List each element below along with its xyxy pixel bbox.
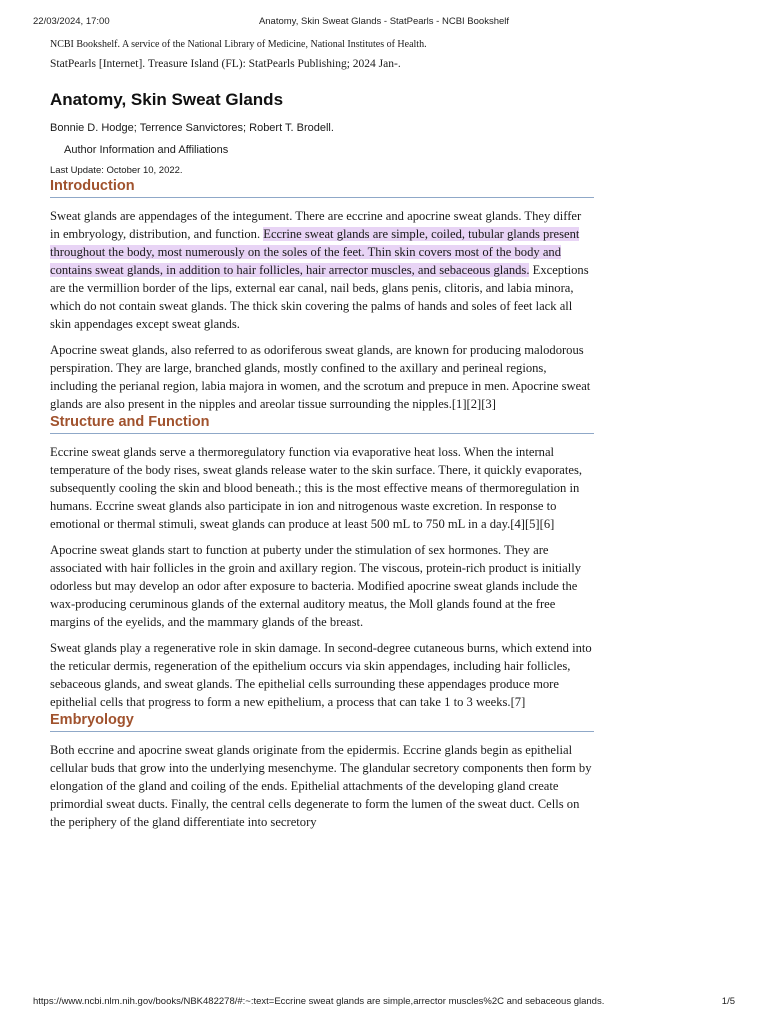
author-affiliations-link[interactable]: Author Information and Affiliations (64, 144, 229, 156)
section-structure-and-function (50, 413, 594, 711)
authors: Bonnie D. Hodge; Terrence Sanvictores; Robert T. Brodell. (50, 122, 334, 134)
bookshelf-note: NCBI Bookshelf. A service of the National Library of Medicine, National Institutes of Health. (50, 39, 427, 50)
print-datetime: 22/03/2024, 17:00 (33, 16, 110, 27)
page-title: Anatomy, Skin Sweat Glands (50, 90, 284, 109)
print-page-title: Anatomy, Skin Sweat Glands - StatPearls - NCBI Bookshelf (258, 16, 510, 27)
section-heading-introduction: Introduction (50, 177, 594, 198)
print-footer (33, 996, 735, 1010)
article-content (50, 38, 594, 831)
section-introduction (50, 177, 594, 413)
print-url: https://www.ncbi.nlm.nih.gov/books/NBK482278/#:~:text=Eccrine sweat glands are simple,arrector muscles%2C and sebaceous glands. (33, 996, 605, 1007)
paragraph-text: Exceptions are the vermillion border of the lips, external ear canal, nail beds, glans penis, clitoris, and labia minora, which do not contain sweat glands. The thick skin covering the palms of hands and soles of feet lack all skin appendages except sweat glands. (50, 263, 589, 331)
paragraph: Apocrine sweat glands, also referred to as odoriferous sweat glands, are known for producing malodorous perspiration. They are large, branched glands, mostly confined to the axillary and perineal regions, including the perianal region, labia majora in women, and the scrotum and prepuce in men. Apocrine sweat glands are also present in the nipples and areolar tissue surrounding the nipples.[1][2][3] (50, 343, 591, 411)
paragraph: Apocrine sweat glands start to function at puberty under the stimulation of sex hormones. They are associated with hair follicles in the groin and axillary region. The viscous, protein-rich product is initially odorless but may develop an odor after exposure to bacteria. Modified apocrine sweat glands include the wax-producing ceruminous glands of the external auditory meatus, the Moll glands found at the free margins of the eyelids, and the mammary glands of the breast. (50, 543, 582, 629)
section-heading-structure-and-function: Structure and Function (50, 413, 594, 434)
paragraph: Sweat glands play a regenerative role in skin damage. In second-degree cutaneous burns, which extend into the reticular dermis, regeneration of the epithelium occurs via skin appendages, including hair follicles, sebaceous glands, and sweat glands. The epithelial cells surrounding these appendages produce more epithelial cells that progress to form a new epithelium, a process that can take 1 to 3 weeks.[7] (50, 641, 592, 709)
last-update: Last Update: October 10, 2022. (50, 165, 183, 176)
paragraph (50, 207, 594, 333)
section-embryology (50, 711, 594, 831)
highlighted-text: Eccrine sweat glands are simple, coiled, tubular glands present throughout the body, most numerously on the soles of the feet. Thin skin covers most of the body and contains sweat glands, in addition to hair follicles, hair arrector muscles, and sebaceous glands. (50, 227, 580, 277)
print-page-number: 1/5 (721, 996, 735, 1007)
citation: StatPearls [Internet]. Treasure Island (FL): StatPearls Publishing; 2024 Jan-. (50, 58, 401, 70)
paragraph: Both eccrine and apocrine sweat glands originate from the epidermis. Eccrine glands begin as epithelial cellular buds that grow into the underlying mesenchyme. The glandular secretory components then form by elongation of the gland and coiling of the ends. Epithelial attachments of the developing gland create primordial sweat ducts. Finally, the central cells degenerate to form the lumen of the sweat duct. Cells on the periphery of the gland differentiate into secretory (50, 743, 592, 829)
paragraph-text: Sweat glands are appendages of the integument. There are eccrine and apocrine sweat glands. They differ in embryology, distribution, and function. (50, 209, 582, 241)
paragraph: Eccrine sweat glands serve a thermoregulatory function via evaporative heat loss. When the internal temperature of the body rises, sweat glands release water to the skin surface. There, it quickly evaporates, subsequently cooling the skin and blood beneath.; this is the most effective means of thermoregulation in humans. Eccrine sweat glands also participate in ion and nitrogenous waste excretion. In response to emotional or thermal stimuli, sweat glands can produce at least 500 mL to 750 mL in a day.[4][5][6] (50, 445, 583, 531)
print-header (33, 16, 735, 30)
section-heading-embryology: Embryology (50, 711, 594, 732)
